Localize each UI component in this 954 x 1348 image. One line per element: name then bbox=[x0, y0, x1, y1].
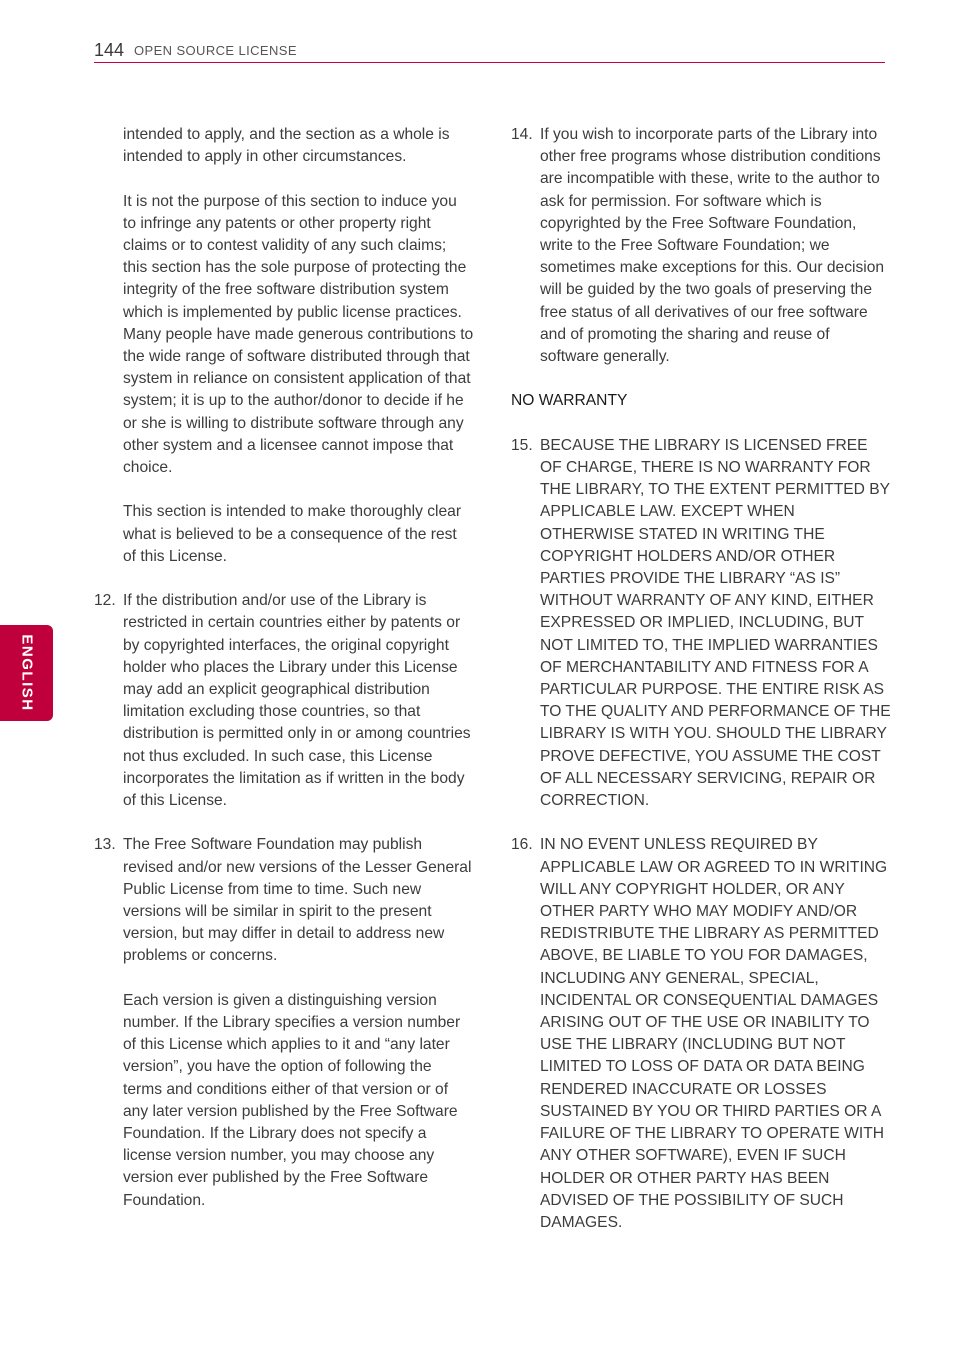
list-item-15 bbox=[511, 435, 891, 812]
list-item-14 bbox=[511, 124, 891, 368]
language-tab-label: ENGLISH bbox=[18, 634, 35, 712]
paragraph: intended to apply, and the section as a whole is intended to apply in other circumstances. bbox=[123, 126, 450, 166]
section-heading: NO WARRANTY bbox=[511, 392, 628, 410]
page-header bbox=[94, 38, 885, 64]
list-item-text: If you wish to incorporate parts of the Library into other free programs whose distribution conditions are incompatible with these, write to the author to ask for permission. For software which is copyrighted by the Free Software Foundation, write to the Free Software Foundation; we sometimes make exceptions for this. Our decision will be guided by the two goals of preserving the free status of all derivatives of our free software and of promoting the sharing and reuse of software generally. bbox=[540, 126, 885, 366]
language-tab bbox=[0, 625, 53, 721]
header-divider bbox=[94, 62, 885, 63]
paragraph: This section is intended to make thoroughly clear what is believed to be a consequence of the rest of this License. bbox=[123, 503, 462, 565]
list-number: 13. bbox=[94, 836, 116, 854]
paragraph: Each version is given a distinguishing version number. If the Library specifies a version number of this License which applies to it and “any later version”, you have the option of following the terms and conditions either of that version or of any later version published by the Free Software Foundation. If the Library does not specify a license version number, you may choose any version ever published by the Free Software Foundation. bbox=[123, 991, 461, 1209]
paragraph: It is not the purpose of this section to induce you to infringe any patents or other property right claims or to contest validity of any such claims; this section has the sole purpose of protecting the integrity of the free software distribution system which is implemented by public license practices. Many people have made generous contributions to the wide range of software distributed through that system in reliance on consistent application of that system; it is up to the author/donor to decide if he or she is willing to distribute software through any other system and a licensee cannot impose that choice. bbox=[123, 192, 474, 477]
section-title: OPEN SOURCE LICENSE bbox=[134, 43, 297, 58]
list-item-16 bbox=[511, 834, 891, 1234]
list-number: 14. bbox=[511, 126, 533, 143]
list-number: 16. bbox=[511, 836, 533, 854]
list-item-text: The Free Software Foundation may publish revised and/or new versions of the Lesser General Public License from time to time. Such new versions will be similar in spirit to the present version, but may differ in detail to address new problems or concerns. bbox=[123, 836, 472, 965]
page-number: 144 bbox=[94, 40, 125, 60]
list-number: 12. bbox=[94, 592, 116, 610]
list-item-text: BECAUSE THE LIBRARY IS LICENSED FREE OF CHARGE, THERE IS NO WARRANTY FOR THE LIBRARY, TO THE EXTENT PERMITTED BY APPLICABLE LAW. EXCEPT WHEN OTHERWISE STATED IN WRITING THE COPYRIGHT HOLDERS AND/OR OTHER PARTIES PROVIDE THE LIBRARY “AS IS” WITHOUT WARRANTY OF ANY KIND, EITHER EXPRESSED OR IMPLIED, INCLUDING, BUT NOT LIMITED TO, THE IMPLIED WARRANTIES OF MERCHANTABILITY AND FITNESS FOR A PARTICULAR PURPOSE. THE ENTIRE RISK AS TO THE QUALITY AND PERFORMANCE OF THE LIBRARY IS WITH YOU. SHOULD THE LIBRARY PROVE DEFECTIVE, YOU ASSUME THE COST OF ALL NECESSARY SERVICING, REPAIR OR CORRECTION. bbox=[540, 436, 891, 810]
left-column bbox=[94, 124, 474, 1212]
list-item-13 bbox=[94, 834, 474, 967]
list-item-text: IN NO EVENT UNLESS REQUIRED BY APPLICABLE LAW OR AGREED TO IN WRITING WILL ANY COPYRIGHT HOLDER, OR ANY OTHER PARTY WHO MAY MODIFY AND/OR REDISTRIBUTE THE LIBRARY AS PERMITTED ABOVE, BE LIABLE TO YOU FOR DAMAGES, INCLUDING ANY GENERAL, SPECIAL, INCIDENTAL OR CONSEQUENTIAL DAMAGES ARISING OUT OF THE USE OR INABILITY TO USE THE LIBRARY (INCLUDING BUT NOT LIMITED TO LOSS OF DATA OR DATA BEING RENDERED INACCURATE OR LOSSES SUSTAINED BY YOU OR THIRD PARTIES OR A FAILURE OF THE LIBRARY TO OPERATE WITH ANY OTHER SOFTWARE), EVEN IF SUCH HOLDER OR OTHER PARTY HAS BEEN ADVISED OF THE POSSIBILITY OF SUCH DAMAGES. bbox=[540, 836, 888, 1231]
right-column bbox=[511, 124, 891, 1234]
list-number: 15. bbox=[511, 436, 533, 454]
list-item-text: If the distribution and/or use of the Library is restricted in certain countries either by patents or by copyrighted interfaces, the original copyright holder who places the Library under this License may add an explicit geographical distribution limitation excluding those countries, so that distribution is permitted only in or among countries not thus excluded. In such case, this License incorporates the limitation as if written in the body of this License. bbox=[123, 592, 471, 810]
list-item-12 bbox=[94, 590, 474, 812]
